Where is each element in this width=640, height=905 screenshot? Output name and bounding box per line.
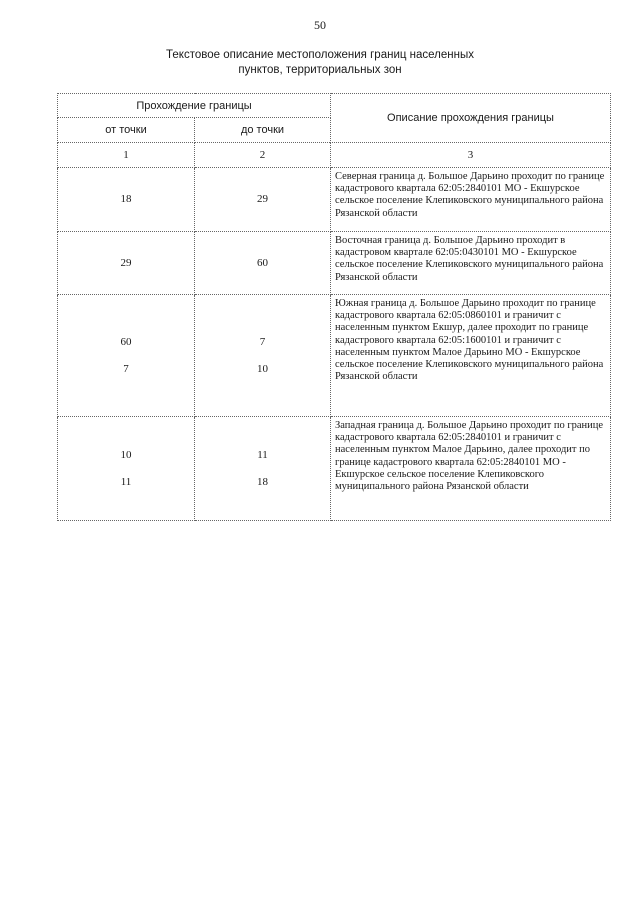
column-number-2: 2	[195, 143, 331, 168]
title-line-1: Текстовое описание местоположения границ населенных	[166, 49, 474, 61]
header-boundary-passage: Прохождение границы	[58, 94, 331, 118]
boundary-description: Южная граница д. Большое Дарьино проходит по границе кадастрового квартала 62:05:0860101 и граничит с населенным пунктом Екшур, далее проходит по границе кадастрового квартала 62:05:1600101 и граничит с населенным пунктом Малое Дарьино МО - Екшурское сельское поселение Клепиковского муниципального района Рязанской области	[331, 295, 611, 417]
to-point-cell	[195, 168, 331, 232]
to-point: 18	[257, 475, 268, 488]
to-point-cell	[195, 232, 331, 295]
from-point-cell	[58, 295, 195, 417]
from-point-cell	[58, 168, 195, 232]
to-point: 10	[257, 362, 268, 375]
to-point-cell	[195, 295, 331, 417]
table-row	[58, 168, 611, 232]
from-point: 7	[123, 362, 129, 375]
from-point: 11	[120, 475, 132, 488]
from-point-cell	[58, 232, 195, 295]
to-point: 7	[259, 335, 266, 348]
from-point: 18	[120, 193, 132, 205]
to-point: 11	[257, 448, 268, 461]
to-point: 60	[257, 256, 268, 269]
from-point: 60	[120, 335, 132, 348]
from-point: 10	[120, 448, 132, 461]
table-row	[58, 417, 611, 521]
boundary-description: Северная граница д. Большое Дарьино проходит по границе кадастрового квартала 62:05:2840101 МО - Екшурское сельское поселение Клепиковского муниципального района Рязанской области	[331, 168, 611, 232]
boundary-description: Западная граница д. Большое Дарьино проходит по границе кадастрового квартала 62:05:2840101 и граничит с населенным пунктом Малое Дарьино, далее проходит по границе кадастрового квартала 62:05:2840101 МО - Екшурское сельское поселение Клепиковского муниципального района Рязанской области	[331, 417, 611, 521]
column-number-1: 1	[58, 143, 195, 168]
table-row	[58, 295, 611, 417]
boundary-table	[57, 93, 611, 521]
boundary-description: Восточная граница д. Большое Дарьино проходит в кадастровом квартале 62:05:0430101 МО - Екшурское сельское поселение Клепиковского муниципального района Рязанской области	[331, 232, 611, 295]
from-point-cell	[58, 417, 195, 521]
page-number: 50	[314, 18, 326, 32]
title-line-2: пунктов, территориальных зон	[238, 64, 402, 76]
to-point-cell	[195, 417, 331, 521]
column-number-3: 3	[331, 143, 611, 168]
header-from-point: от точки	[58, 118, 195, 143]
header-to-point: до точки	[195, 118, 331, 143]
header-description: Описание прохождения границы	[331, 94, 611, 143]
document-title	[100, 48, 540, 78]
table-row	[58, 232, 611, 295]
from-point: 29	[120, 256, 132, 269]
to-point: 29	[257, 193, 268, 205]
